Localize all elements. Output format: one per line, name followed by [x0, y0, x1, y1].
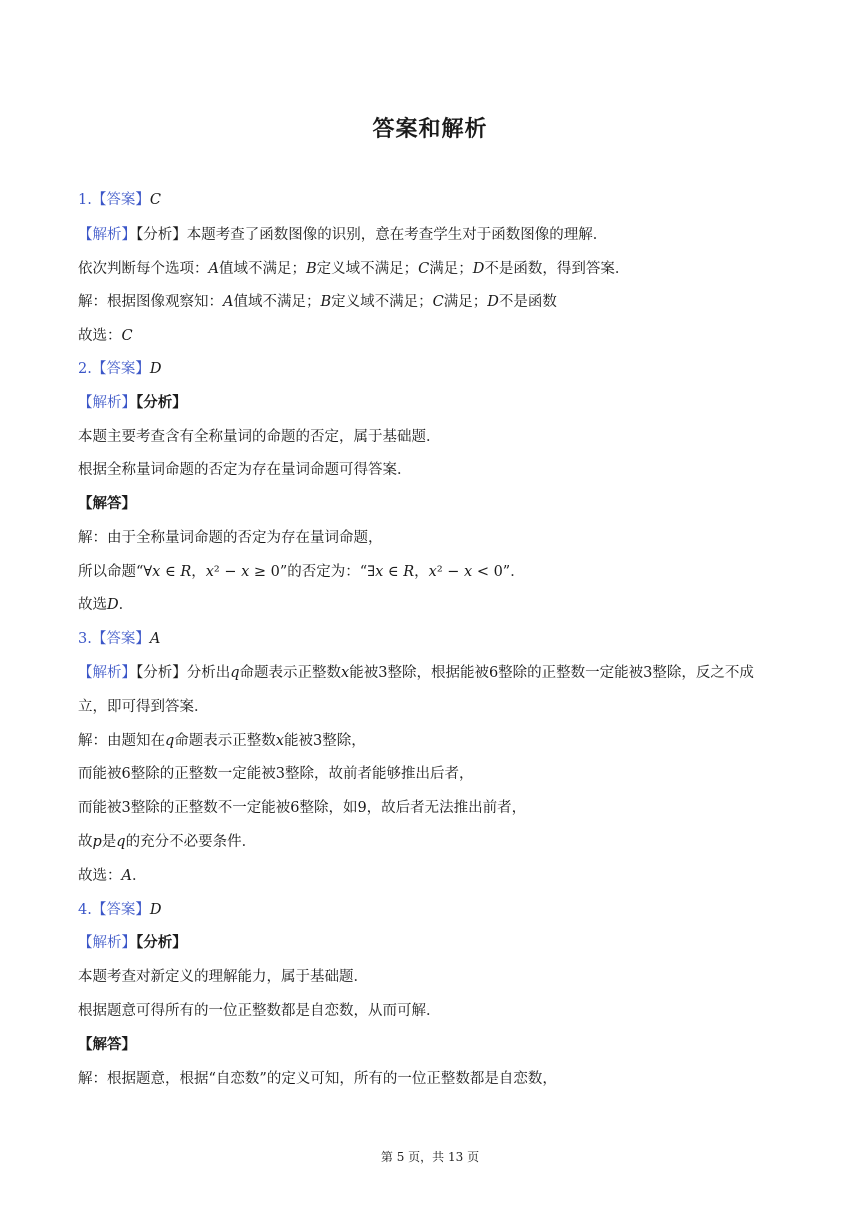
text-span: x [375, 564, 384, 580]
text-span: x [428, 564, 437, 580]
text-span: 是 [101, 834, 117, 850]
text-span: 根据全称量词命题的否定为存在量词命题可得答案． [78, 462, 412, 478]
section-label: 【解析】 [78, 665, 136, 681]
text-span: < 0”． [472, 564, 525, 580]
text-span: ∈ [160, 564, 181, 580]
text-line [78, 562, 525, 582]
text-span: D [149, 902, 162, 918]
text-span: x [275, 733, 284, 749]
page-footer: 第 5 页，共 13 页 [380, 1150, 480, 1164]
text-line [78, 866, 146, 886]
text-line [78, 1035, 136, 1055]
text-span: C [149, 192, 161, 208]
text-span: q [116, 834, 126, 850]
text-span: x [341, 665, 350, 681]
text-line [78, 832, 256, 852]
text-span: 能被3整除，根据能被6整除的正整数一定能被3整除，反之不成 [349, 665, 754, 681]
text-span: A [208, 261, 219, 277]
text-line [78, 326, 133, 346]
text-span: 【分析】本题考查了函数图像的识别，意在考查学生对于函数图像的理解． [136, 227, 608, 243]
text-span: 而能被3整除的正整数不一定能被6整除，如9，故后者无法推出前者， [78, 800, 527, 816]
section-label: 【解析】 [78, 395, 136, 411]
section-label: 2.【答案】 [78, 361, 150, 377]
text-line [78, 629, 160, 649]
text-span: 解：根据题意，根据“自恋数”的定义可知，所有的一位正整数都是自恋数， [78, 1071, 557, 1087]
section-label: 【解析】 [78, 227, 136, 243]
text-span: 不是函数，得到答案． [484, 261, 630, 277]
text-span: C [418, 261, 430, 277]
text-span: 值域不满足； [233, 294, 321, 310]
text-line [78, 393, 187, 413]
text-span: 根据题意可得所有的一位正整数都是自恋数，从而可解． [78, 1003, 441, 1019]
text-span: D [487, 294, 499, 310]
text-line [78, 663, 754, 683]
text-span: B [320, 294, 332, 310]
text-span: 定义域不满足； [316, 261, 419, 277]
text-span: A [149, 631, 161, 647]
text-line [78, 427, 441, 447]
text-span: 值域不满足； [218, 261, 306, 277]
text-span: 解：根据图像观察知： [78, 294, 223, 310]
text-span: q [165, 733, 175, 749]
text-span: R [180, 564, 192, 580]
text-span: ∈ [383, 564, 404, 580]
section-label: 1.【答案】 [78, 192, 150, 208]
text-span: ． [131, 868, 147, 884]
text-span: p [92, 834, 102, 850]
text-span: 故选： [78, 868, 122, 884]
text-line [78, 1069, 557, 1089]
text-line [78, 933, 187, 953]
text-span: 依次判断每个选项： [78, 261, 209, 277]
text-span: D [107, 597, 119, 613]
text-span: 而能被6整除的正整数一定能被3整除，故前者能够推出后者， [78, 766, 474, 782]
text-span: 满足； [443, 294, 488, 310]
text-span: ≥ 0”的否定为：“∃ [249, 564, 376, 580]
section-label: 4.【答案】 [78, 902, 150, 918]
text-span: R [403, 564, 415, 580]
text-span: B [305, 261, 317, 277]
text-span: ² − [436, 564, 465, 580]
text-span: x [241, 564, 250, 580]
text-span: C [121, 328, 133, 344]
text-span: 【解答】 [78, 1036, 136, 1053]
text-span: x [205, 564, 214, 580]
text-line [78, 595, 133, 615]
text-span: 【解答】 [78, 495, 136, 512]
text-line [78, 259, 629, 279]
text-span: 能被3整除， [283, 733, 366, 749]
text-span: C [432, 294, 444, 310]
text-span: ， [414, 564, 429, 580]
text-span: 故选 [78, 597, 107, 613]
page-title: 答案和解析 [372, 117, 488, 142]
text-span: 的充分不必要条件． [125, 834, 257, 850]
text-line [78, 460, 412, 480]
text-span: 所以命题“∀ [78, 564, 153, 580]
text-line [78, 731, 366, 751]
text-span: 故选： [78, 328, 122, 344]
text-line [78, 798, 526, 818]
text-span: x [464, 564, 473, 580]
text-span: 【分析】分析出 [136, 665, 231, 681]
text-span: A [223, 294, 234, 310]
text-span: D [149, 361, 162, 377]
text-line [78, 697, 209, 717]
text-span: 命题表示正整数 [239, 665, 342, 681]
text-span: 本题主要考查含有全称量词的命题的否定，属于基础题． [78, 429, 441, 445]
text-span: A [121, 868, 132, 884]
text-span: 满足； [429, 261, 473, 277]
text-line [78, 900, 161, 920]
text-span: ² − [213, 564, 242, 580]
text-line [78, 292, 557, 312]
text-span: 解：由题知在 [78, 733, 165, 749]
text-span: 故 [78, 834, 93, 850]
text-span: ． [118, 597, 134, 613]
text-span: 【分析】 [136, 394, 187, 411]
text-line [78, 494, 136, 514]
text-span: 命题表示正整数 [174, 733, 276, 749]
text-line [78, 225, 607, 245]
section-label: 【解析】 [78, 935, 136, 951]
text-span: 【分析】 [136, 934, 187, 951]
text-span: 立，即可得到答案． [78, 699, 209, 715]
text-line [78, 1001, 441, 1021]
section-label: 3.【答案】 [78, 631, 150, 647]
text-span: 解：由于全称量词命题的否定为存在量词命题， [78, 530, 383, 546]
text-line [78, 967, 368, 987]
text-span: D [472, 261, 485, 277]
text-span: ， [191, 564, 206, 580]
text-line [78, 764, 473, 784]
text-line [78, 528, 383, 548]
text-span: 定义域不满足； [331, 294, 433, 310]
text-span: q [230, 665, 240, 681]
text-line [78, 359, 161, 379]
text-span: 本题考查对新定义的理解能力，属于基础题． [78, 969, 368, 985]
text-line [78, 190, 161, 210]
text-span: 不是函数 [498, 294, 557, 310]
text-span: x [152, 564, 161, 580]
